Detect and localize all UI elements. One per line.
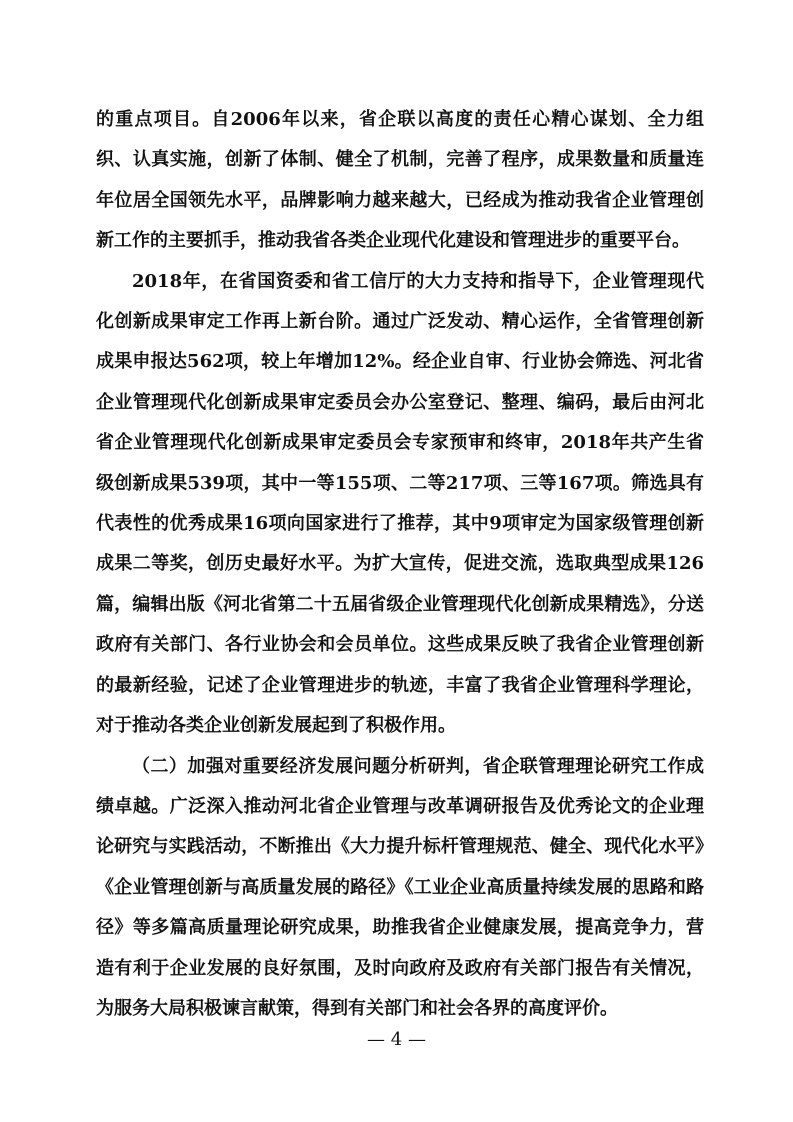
paragraph-continuation: 的重点项目。自2006年以来，省企联以高度的责任心精心谋划、全力组织、认真实施，创新了体制、健全了机制，完善了程序，成果数量和质量连年位居全国领先水平，品牌影响力越来越大，已经成为推动我省企业管理创新工作的主要抓手，推动我省各类企业现代化建设和管理进步的重要平台。 (96, 109, 704, 252)
body-text (96, 100, 704, 1029)
page-number: — 4 — (367, 1029, 426, 1050)
paragraph-theory-research: （二）加强对重要经济发展问题分析研判，省企联管理理论研究工作成绩卓越。广泛深入推动河北省企业管理与改革调研报告及优秀论文的企业理论研究与实践活动，不断推出《大力提升标杆管理规范、健全、现代化水平》《企业管理创新与高质量发展的路径》《工业企业高质量持续发展的思路和路径》等多篇高质量理论研究成果，助推我省企业健康发展，提高竞争力，营造有利于企业发展的良好氛围，及时向政府及政府有关部门报告有关情况，为服务大局积极谏言献策，得到有关部门和社会各界的高度评价。 (96, 755, 704, 1019)
paragraph-2018-results: 2018年，在省国资委和省工信厅的大力支持和指导下，企业管理现代化创新成果审定工作再上新台阶。通过广泛发动、精心运作，全省管理创新成果申报达562项，较上年增加12%。经企业自审、行业协会筛选、河北省企业管理现代化创新成果审定委员会办公室登记、整理、编码，最后由河北省企业管理现代化创新成果审定委员会专家预审和终审，2018年共产生省级创新成果539项，其中一等155项、二等217项、三等167项。筛选具有代表性的优秀成果16项向国家进行了推荐，其中9项审定为国家级管理创新成果二等奖，创历史最好水平。为扩大宣传，促进交流，选取典型成果126篇，编辑出版《河北省第二十五届省级企业管理现代化创新成果精选》，分送政府有关部门、各行业协会和会员单位。这些成果反映了我省企业管理创新的最新经验，记述了企业管理进步的轨迹，丰富了我省企业管理科学理论，对于推动各类企业创新发展起到了积极作用。 (96, 270, 704, 737)
